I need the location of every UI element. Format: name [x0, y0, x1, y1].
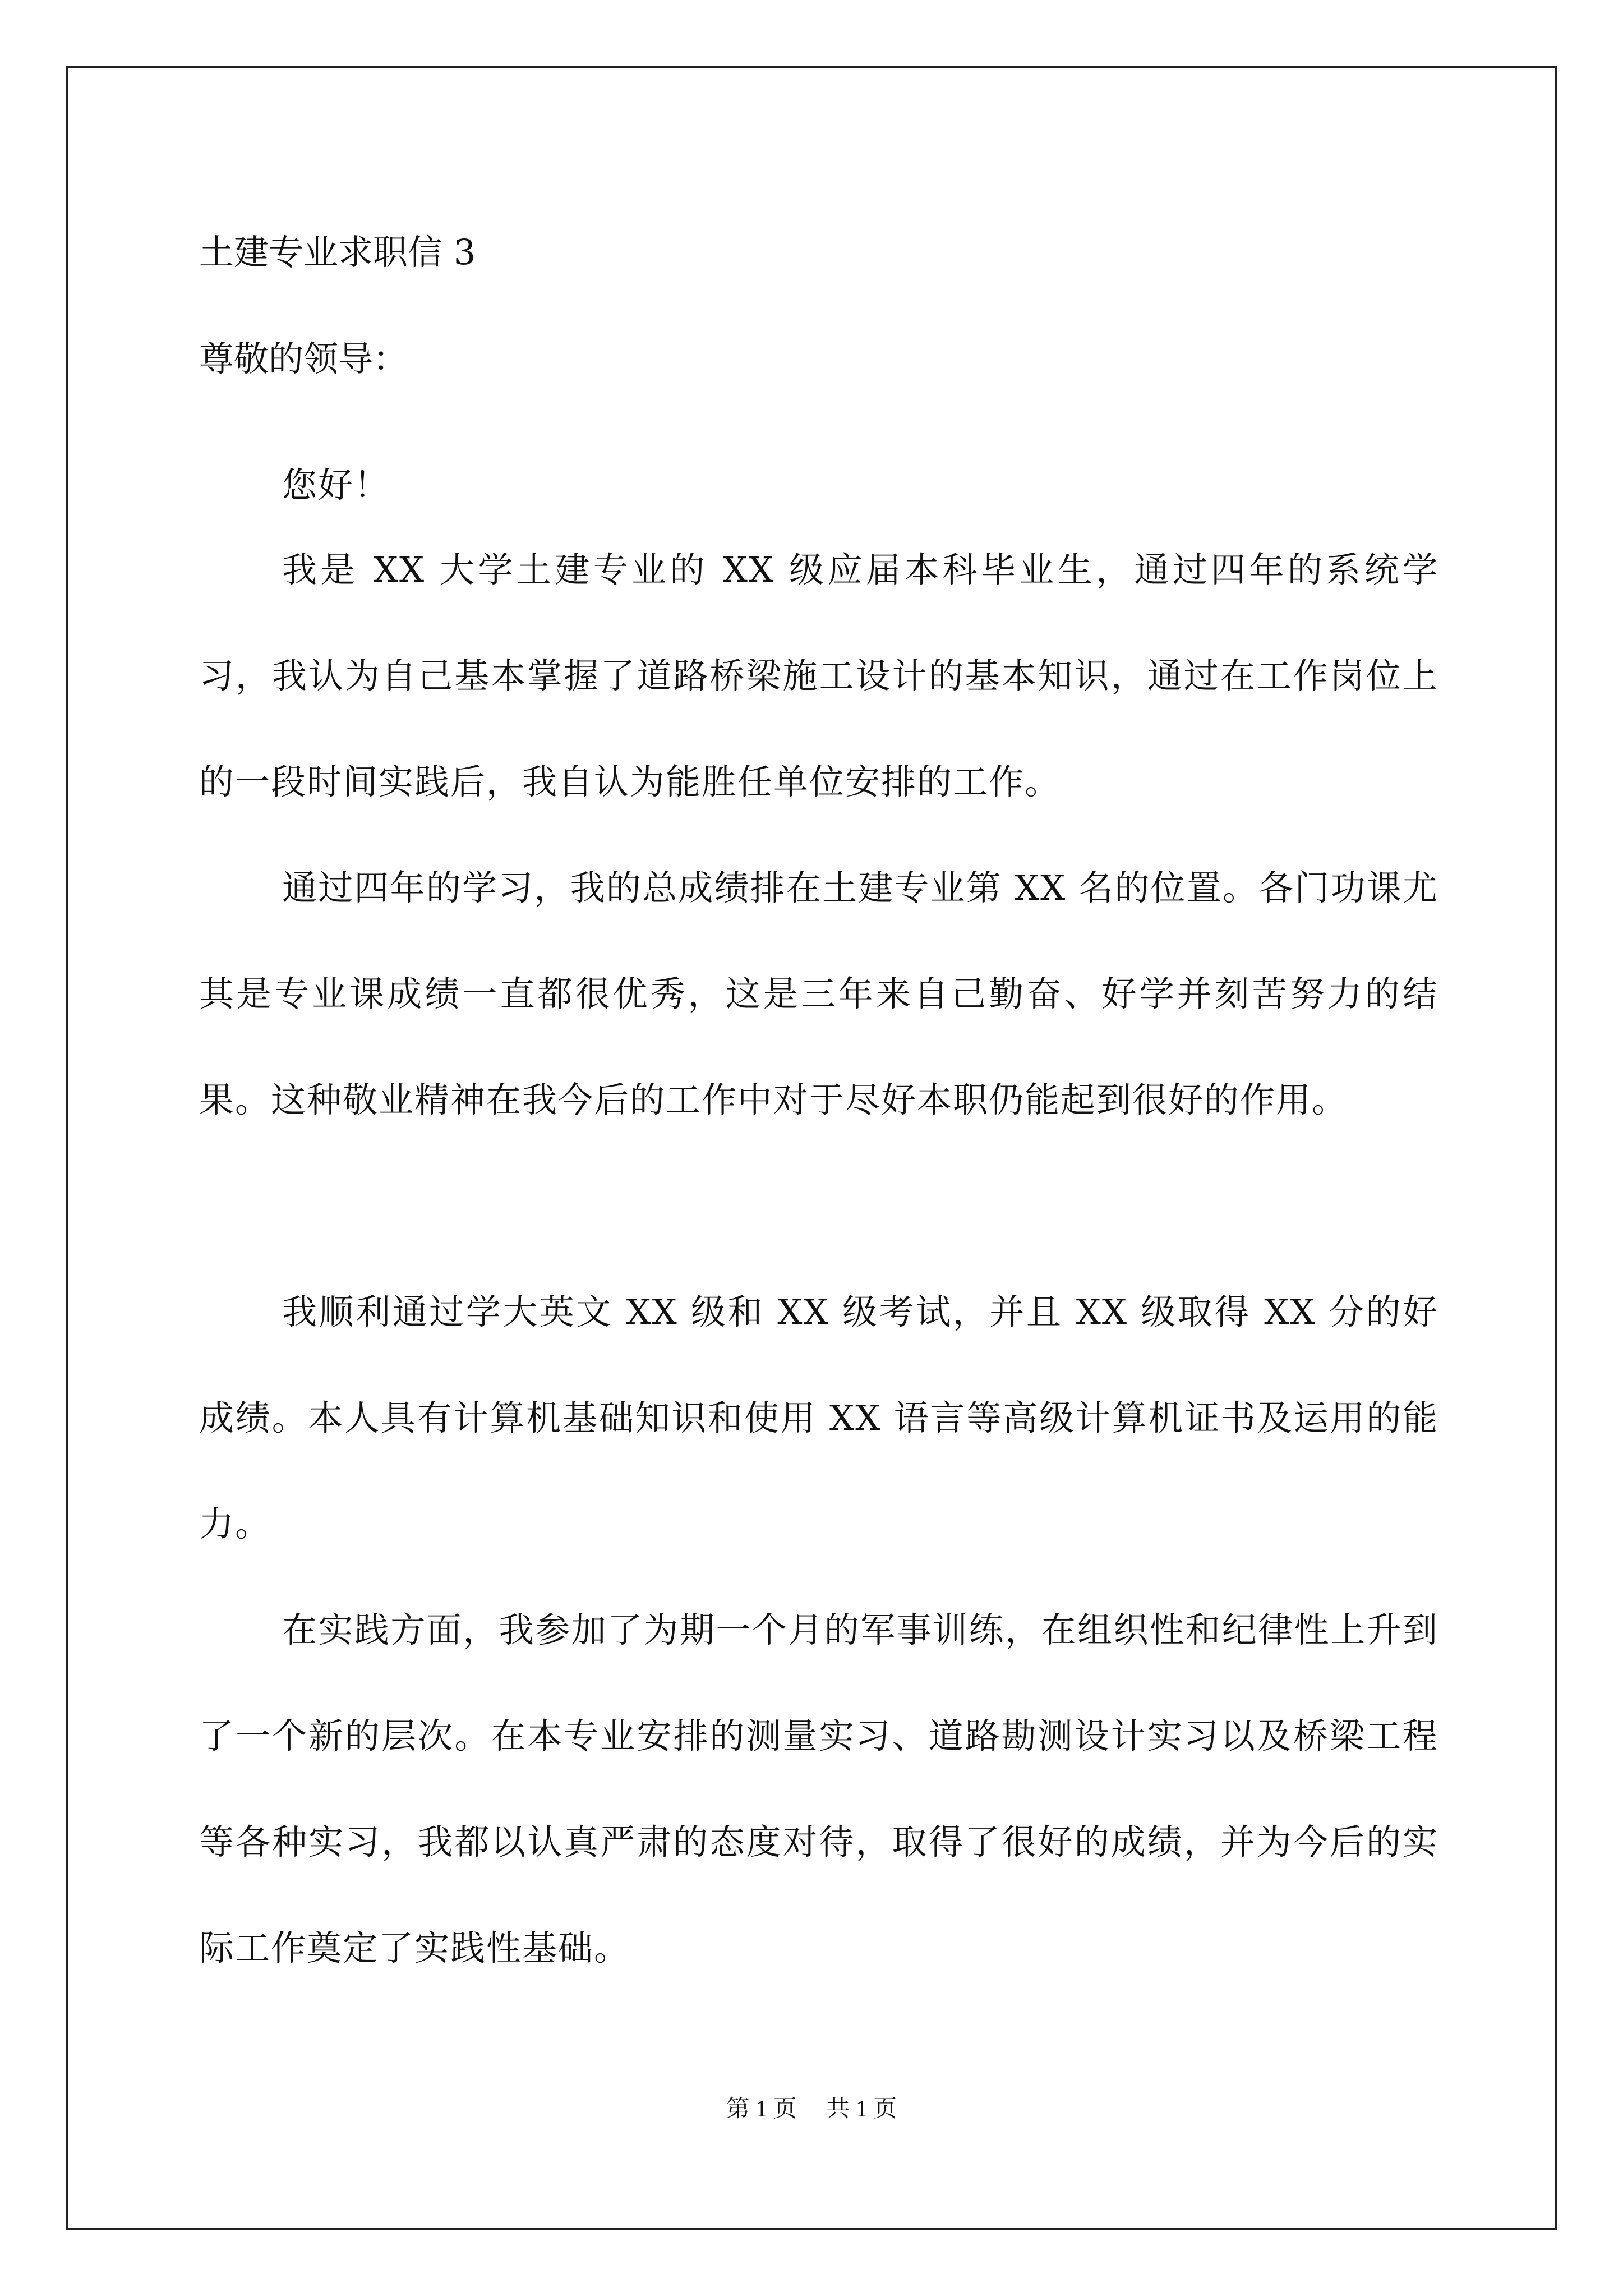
salutation: 尊敬的领导： — [199, 338, 408, 379]
paragraph-3: 我顺利通过学大英文 XX 级和 XX 级考试，并且 XX 级取得 XX 分的好成绩。本人具有计算机基础知识和使用 XX 语言等高级计算机证书及运用的能力。 — [199, 1291, 1438, 1544]
paragraph-1: 我是 XX 大学土建专业的 XX 级应届本科毕业生，通过四年的系统学习，我认为自己基本掌握了道路桥梁施工设计的基本知识，通过在工作岗位上的一段时间实践后，我自认为能胜任单位安排的工作。 — [199, 549, 1438, 802]
paragraph-4: 在实践方面，我参加了为期一个月的军事训练，在组织性和纪律性上升到了一个新的层次。在本专业安排的测量实习、道路勘测设计实习以及桥梁工程等各种实习，我都以认真严肃的态度对待，取得了很好的成绩，并为今后的实际工作奠定了实践性基础。 — [199, 1609, 1438, 1968]
paragraph-2: 通过四年的学习，我的总成绩排在土建专业第 XX 名的位置。各门功课尤其是专业课成绩一直都很优秀，这是三年来自己勤奋、好学并刻苦努力的结果。这种敬业精神在我今后的工作中对于尽好本职仍能起到很好的作用。 — [199, 867, 1438, 1120]
document-title: 土建专业求职信 3 — [199, 232, 476, 273]
greeting: 您好！ — [282, 464, 390, 505]
page-footer: 第 1 页 共 1 页 — [726, 2096, 897, 2122]
